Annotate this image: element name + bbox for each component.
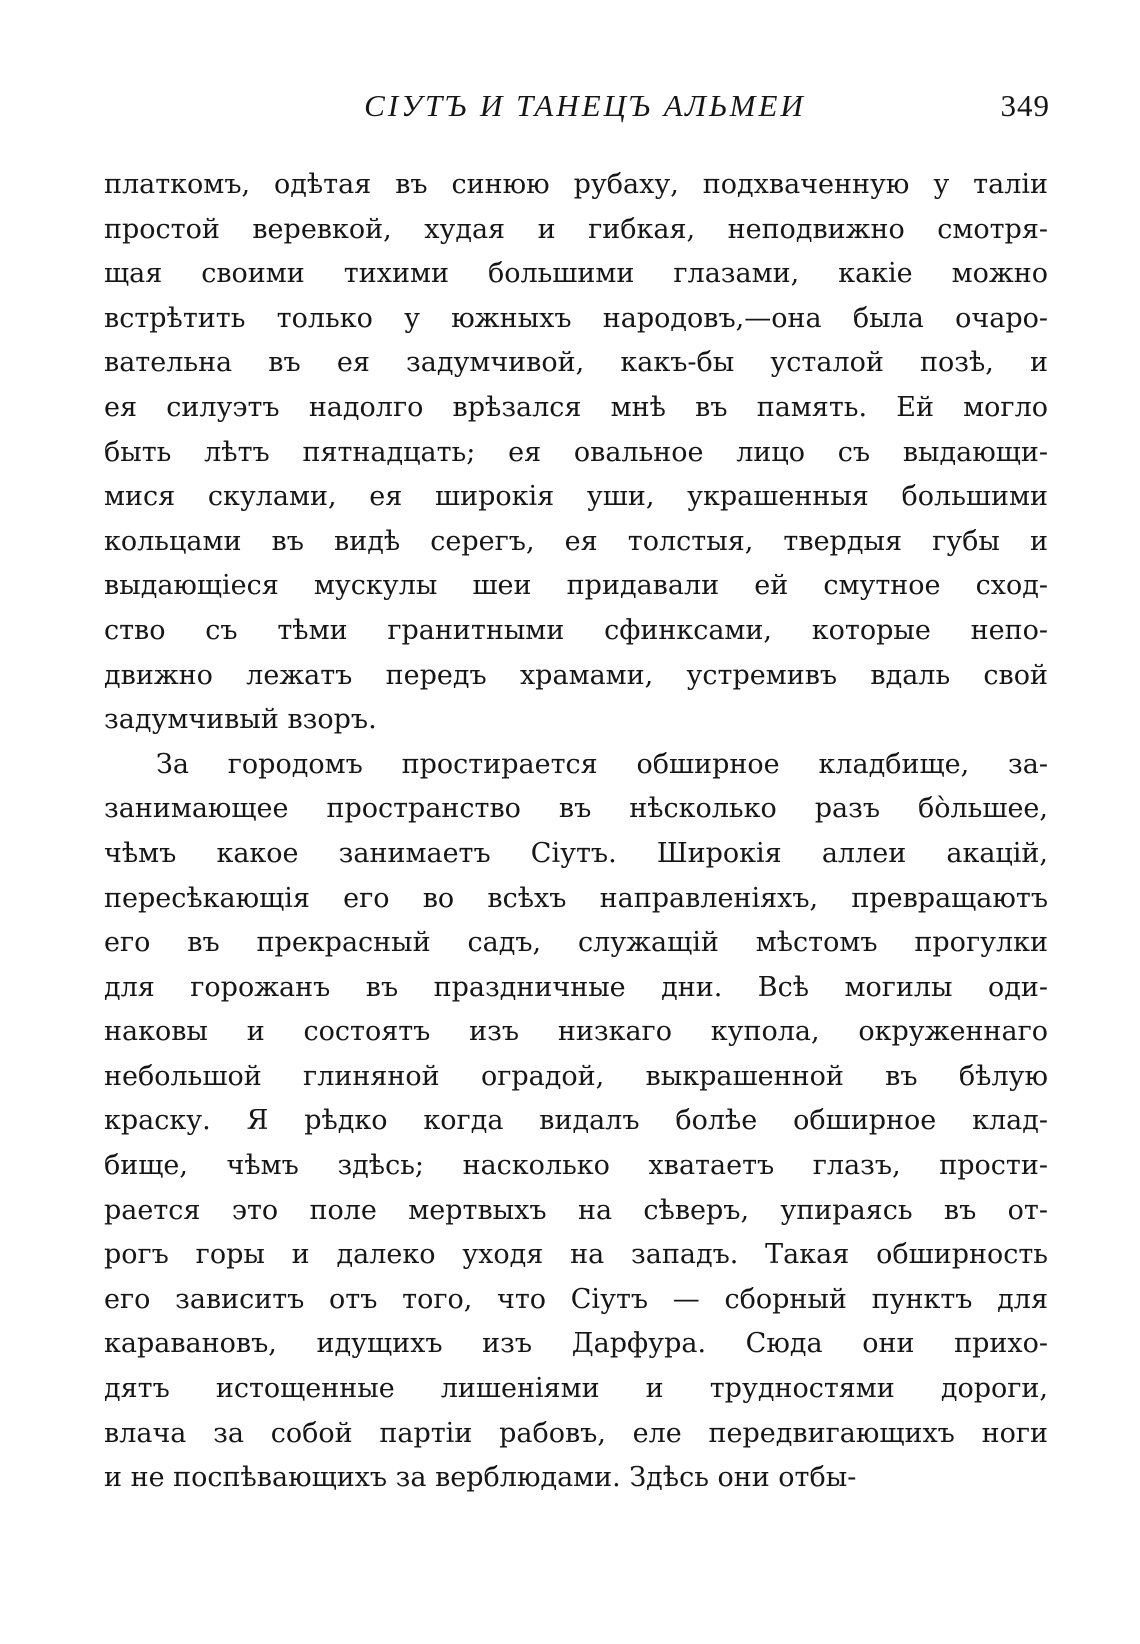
text-line: занимающее пространство въ нѣсколько разъ бо̀льшее,	[104, 793, 1048, 825]
text-line: влача за собой партіи рабовъ, еле передвигающихъ ноги	[104, 1417, 1048, 1449]
text-line: рается это поле мертвыхъ на сѣверъ, упираясь въ от-	[104, 1194, 1048, 1226]
text-line: ея силуэтъ надолго врѣзался мнѣ въ память. Ей могло	[104, 391, 1048, 423]
text-line: его въ прекрасный садъ, служащій мѣстомъ прогулки	[104, 927, 1048, 959]
body-text	[104, 163, 1048, 1501]
text-line: дятъ истощенные лишеніями и трудностями дороги,	[104, 1373, 1048, 1405]
paragraph	[104, 743, 1048, 1501]
running-title: СІУТЪ И ТАНЕЦЪ АЛЬМЕИ	[364, 88, 806, 123]
text-line: выдающіеся мускулы шеи придавали ей смутное сход-	[104, 570, 1048, 602]
text-line: наковы и состоятъ изъ низкаго купола, окруженнаго	[104, 1016, 1048, 1048]
text-line: кольцами въ видѣ серегъ, ея толстыя, твердыя губы и	[104, 525, 1048, 557]
text-line: ство съ тѣми гранитными сфинксами, которые непо-	[104, 614, 1048, 646]
page-number: 349	[1000, 88, 1050, 123]
text-line: встрѣтить только у южныхъ народовъ,—она была очаро-	[104, 302, 1048, 334]
text-line: движно лежатъ передъ храмами, устремивъ вдаль свой	[104, 659, 1048, 691]
text-line: быть лѣтъ пятнадцать; ея овальное лицо съ выдающи-	[104, 436, 1048, 468]
text-line: небольшой глиняной оградой, выкрашенной въ бѣлую	[104, 1060, 1048, 1092]
text-line: чѣмъ какое занимаетъ Сіутъ. Широкія аллеи акацій,	[104, 837, 1048, 869]
running-head	[100, 80, 1050, 130]
text-line: его зависитъ отъ того, что Сіутъ — сборный пунктъ для	[104, 1283, 1048, 1315]
text-line: За городомъ простирается обширное кладбище, за-	[156, 748, 1048, 780]
text-line: щая своими тихими большими глазами, какіе можно	[104, 258, 1048, 290]
text-line: задумчивый взоръ.	[104, 704, 377, 736]
text-line: платкомъ, одѣтая въ синюю рубаху, подхваченную у таліи	[104, 169, 1048, 200]
text-line: вательна въ ея задумчивой, какъ-бы усталой позѣ, и	[104, 347, 1048, 379]
text-line: рогъ горы и далеко уходя на западъ. Такая обширность	[104, 1239, 1048, 1271]
text-line: мися скулами, ея широкія уши, украшенныя большими	[104, 481, 1048, 513]
text-line: для горожанъ въ праздничные дни. Всѣ могилы оди-	[104, 971, 1048, 1003]
text-line: каравановъ, идущихъ изъ Дарфура. Сюда они прихо-	[104, 1328, 1048, 1360]
text-line: краску. Я рѣдко когда видалъ болѣе обширное клад-	[104, 1105, 1048, 1137]
text-line: пересѣкающія его во всѣхъ направленіяхъ, превращаютъ	[104, 882, 1048, 914]
text-line: и не поспѣвающихъ за верблюдами. Здѣсь они отбы-	[104, 1462, 857, 1494]
paragraph	[104, 163, 1048, 743]
text-line: бище, чѣмъ здѣсь; насколько хватаетъ глазъ, прости-	[104, 1150, 1048, 1182]
text-line: простой веревкой, худая и гибкая, неподвижно смотря-	[104, 213, 1048, 245]
